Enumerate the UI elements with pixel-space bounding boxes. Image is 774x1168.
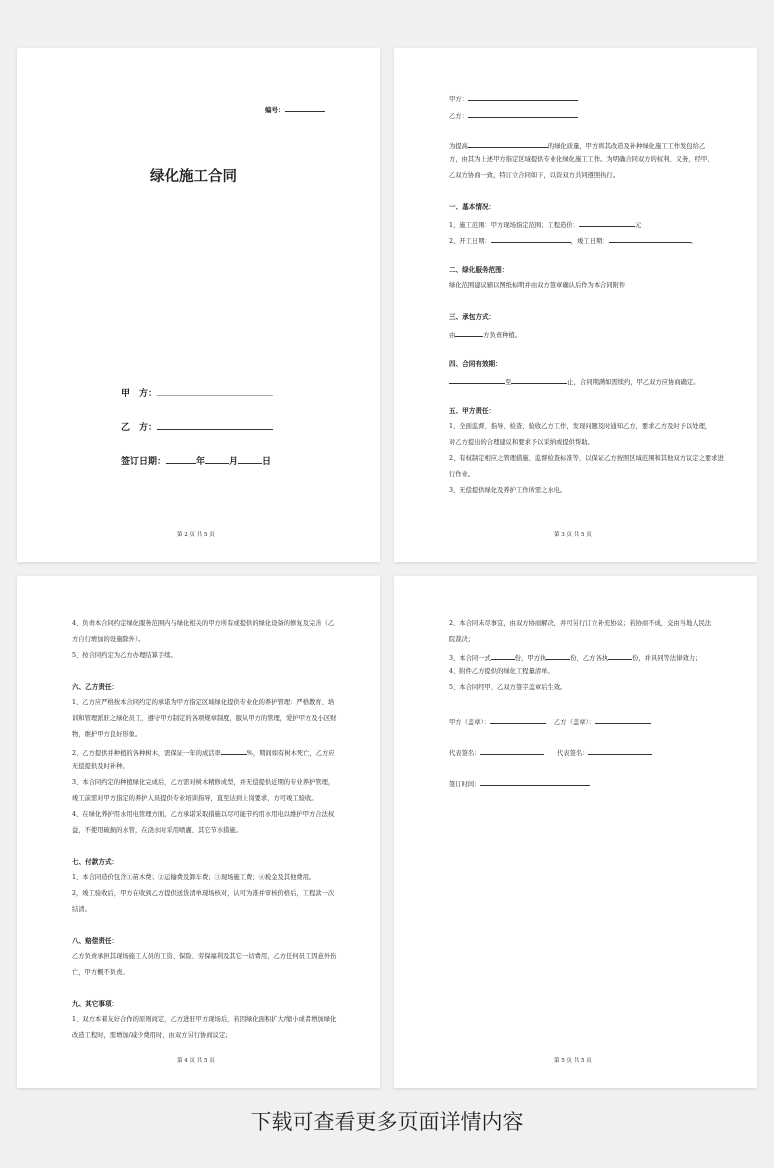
clause-line: 4、在绿化养护用水用电管理方面，乙方承诺采取措施以尽可能节约用水用电以维护甲方合法权 [72, 811, 335, 818]
intro-line: 方，由其为上述甲方指定区域提供专业化绿化施工工作。为明确合同双方的权利、义务，经甲、 [449, 156, 714, 163]
clause-line: 益，不使用破损的水管，在浇水时采用喷灌、其它节水措施。 [72, 827, 243, 834]
clause-line: 1、双方本着友好合作的原则商定，乙方进驻甲方现场后，若因绿化面积扩大/缩小或者增加绿化 [72, 1016, 337, 1023]
section-title: 一、基本情况： [449, 203, 496, 211]
document-page-3 [17, 576, 380, 1088]
clause-line: 绿化范围建议辅以图纸标明并由双方签章确认后作为本合同附件 [449, 282, 626, 289]
section-title: 五、甲方责任： [449, 407, 496, 415]
clause-line: 2、开工日期： ，竣工日期： 。 [449, 235, 697, 246]
clause-line: 训和管理派驻之绿化员工，遵守甲方制定的各项规章制度，服从甲方的管理，爱护甲方及小区财 [72, 715, 337, 722]
clause-line: 乙方负责承担其现场施工人员的工资、保险、劳保福利及其它一切费用，乙方任何员工因意外伤 [72, 953, 337, 960]
document-title: 绿化施工合同 [150, 169, 237, 185]
rep-b-signature-field: 代表签名： [557, 747, 652, 758]
clause-line: 4、负责本合同约定绿化服务范围内与绿化相关的甲方所有或提供的绿化设备的修复及完善（乙 [72, 620, 335, 627]
clause-line: 院裁决； [449, 636, 475, 643]
clause-line: 1、乙方应严格按本合同约定的承诺为甲方指定区域绿化提供专业化的养护管理：严格教育、培 [72, 699, 335, 706]
clause-line: 4、附件乙方提供的绿化工程量清单。 [449, 668, 554, 675]
clause-line: 3、无偿提供绿化及养护工作所需之水电。 [449, 487, 567, 494]
clause-line: 对乙方提出的合理建议和要求予以采纳或提供帮助。 [449, 439, 594, 446]
clause-line: 物，维护甲方良好形象。 [72, 731, 142, 738]
clause-line: 2、乙方提供并种植的各种树木，需保证一年的成活率 %，期间如有树木死亡，乙方应 [72, 747, 335, 758]
page-footer: 第 4 页 共 5 页 [177, 1058, 215, 1064]
party-b-line: 乙方： [449, 110, 578, 121]
clause-line: 1、本合同造价包含①苗木费；②运输费及卸车费；③现场施工费；④税金及其他费用。 [72, 874, 316, 881]
party-b-field: 乙 方： [121, 419, 273, 433]
section-title: 七、付款方式： [72, 858, 119, 866]
rep-a-signature-field: 代表签名： [449, 747, 544, 758]
clause-line: 亡，甲方概不负责。 [72, 969, 129, 976]
clause-line: 2，竣工验收后，甲方在收到乙方提供送货清单现场核对，认可为准并审核价格后，工程款一次 [72, 890, 335, 897]
sign-time-field: 签订时间： [449, 778, 590, 789]
page-footer: 第 2 页 共 5 页 [177, 532, 215, 538]
intro-line: 为提高 的绿化质量，甲方将其改造及补种绿化施工工作发包给乙 [449, 140, 705, 151]
party-a-field: 甲 方： [121, 385, 273, 399]
contract-number: 编号： [265, 104, 325, 114]
document-page-cover [17, 48, 380, 562]
party-a-line: 甲方： [449, 93, 578, 104]
clause-line: 5、本合同经甲、乙双方签字盖章后生效。 [449, 684, 567, 691]
download-caption: 下载可查看更多页面详情内容 [250, 1110, 524, 1134]
clause-line: 改造工程时，需增加/减少费用时，由双方另行协商议定； [72, 1032, 232, 1039]
sign-date-field: 签订日期： 年 月 日 [121, 453, 271, 467]
intro-line: 乙双方协商一致，特订立合同如下，以资双方共同遵照执行。 [449, 172, 620, 179]
section-title: 九、其它事项： [72, 1000, 119, 1008]
section-title: 三、承包方式： [449, 313, 496, 321]
page-footer: 第 5 页 共 5 页 [554, 1058, 592, 1064]
page-footer: 第 3 页 共 5 页 [554, 532, 592, 538]
clause-line: 由 方负责种植。 [449, 329, 521, 340]
section-title: 八、赔偿责任： [72, 937, 119, 945]
party-b-seal-field: 乙方（盖章）： [554, 716, 651, 727]
section-title: 四、合同有效期： [449, 360, 502, 368]
clause-line: 竣工前需对甲方指定的养护人员提供专业培训指导，直至达到上岗要求，方可竣工验收。 [72, 795, 318, 802]
clause-line: 1、全面监督、指导、检查、验收乙方工作，发现问题及时通知乙方，要求乙方及时予以处理， [449, 423, 712, 430]
document-page-4 [394, 576, 757, 1088]
clause-line: 1、施工范围：甲方现场指定范围；工程造价： 元 [449, 219, 641, 230]
clause-line: 2、本合同未尽事宜，由双方协商解决，并可另行订立补充协议；若协商不成，交由当地人民法 [449, 620, 712, 627]
clause-line: 无偿提供及时补种。 [72, 763, 129, 770]
section-title: 二、绿化服务范围： [449, 266, 509, 274]
clause-line: 行作业。 [449, 471, 475, 478]
clause-line: 结清。 [72, 906, 91, 913]
clause-line: 2、有权制定相应之管理措施、监督检查标准等，以保证乙方按照区域范围和其他双方议定之要求进 [449, 455, 724, 462]
section-title: 六、乙方责任： [72, 683, 119, 691]
clause-line: 3、本合同约定的种植绿化完成后，乙方需对树木精修成型，并无偿提供近期的专业养护管理， [72, 779, 335, 786]
clause-line: 方自行增加的设施除外）。 [72, 636, 145, 643]
clause-line: 5、按合同约定为乙方办理结算手续。 [72, 652, 177, 659]
document-page-2 [394, 48, 757, 562]
clause-line: 至 止，合同期满如需续约，甲乙双方应协商确定。 [449, 376, 700, 387]
clause-line: 3、本合同一式 份，甲方执 份，乙方各执 份，并具同等法律效力； [449, 652, 701, 663]
party-a-seal-field: 甲方（盖章）： [449, 716, 546, 727]
